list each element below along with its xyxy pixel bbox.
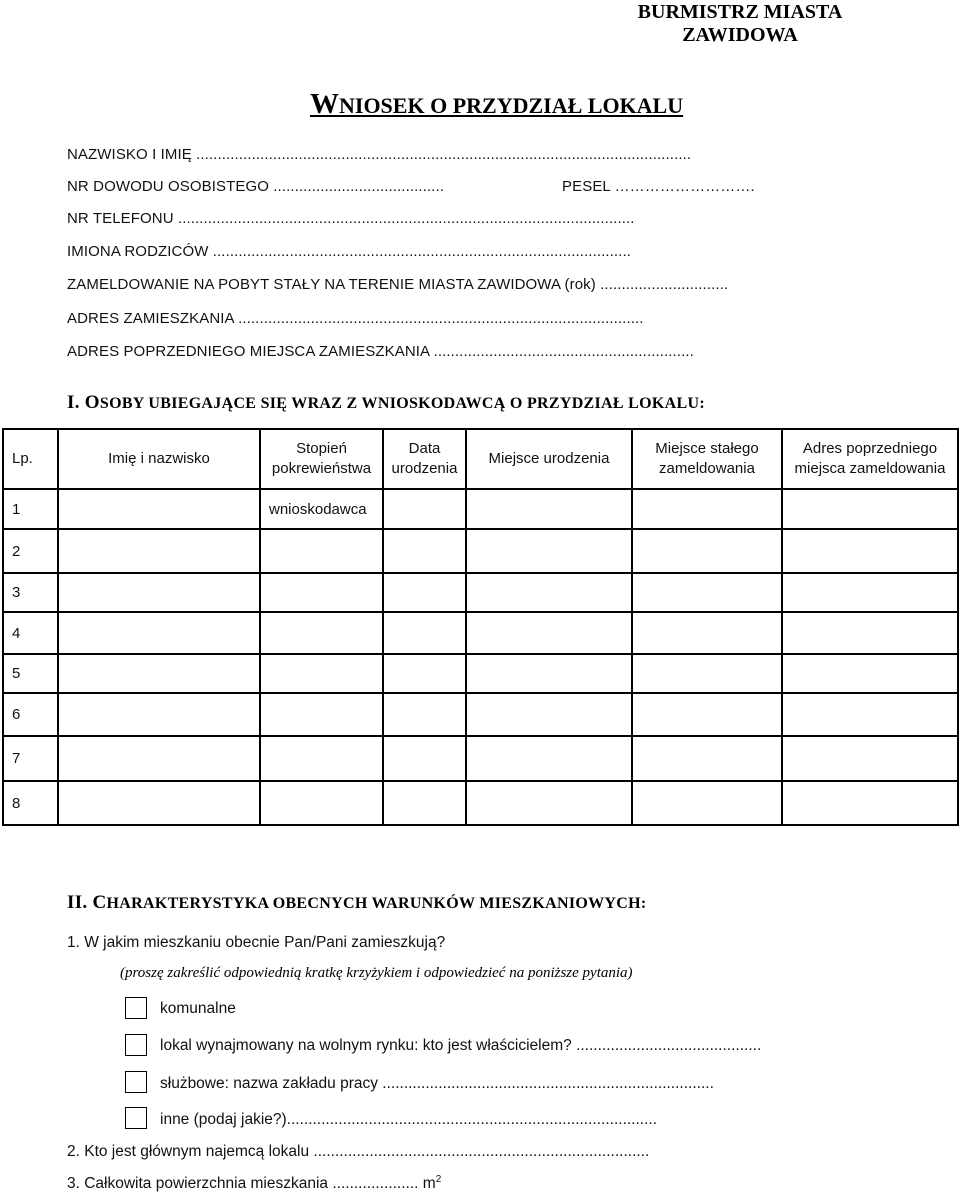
option-municipal: komunalne (160, 1000, 236, 1017)
cell-permanent-residence[interactable] (632, 529, 782, 573)
cell-permanent-residence[interactable] (632, 489, 782, 529)
cell-birth-date[interactable] (383, 693, 466, 736)
header-permanent-residence (632, 429, 782, 489)
table-row (3, 612, 958, 654)
cell-previous-address[interactable] (782, 573, 958, 612)
cell-birthplace[interactable] (466, 736, 632, 781)
table-row (3, 736, 958, 781)
row-lp: 8 (3, 781, 58, 825)
row-lp: 2 (3, 529, 58, 573)
field-id-document[interactable]: NR DOWODU OSOBISTEGO ........................................ (67, 178, 444, 195)
cell-kinship[interactable] (260, 736, 383, 781)
cell-birthplace[interactable] (466, 654, 632, 693)
header-birth-l1: Data (408, 440, 441, 457)
cell-previous-address[interactable] (782, 693, 958, 736)
checkbox-service[interactable] (125, 1071, 147, 1093)
section-1-heading (67, 392, 705, 414)
checkbox-municipal[interactable] (125, 997, 147, 1019)
instruction-note: (proszę zakreślić odpowiednią kratkę krzyżykiem i odpowiedzieć na poniższe pytania) (120, 965, 633, 981)
household-members-table (2, 428, 959, 826)
cell-name[interactable] (58, 736, 260, 781)
header-prev-l2: miejsca zameldowania (794, 460, 946, 477)
header-name: Imię i nazwisko (58, 429, 260, 489)
header-birth-l2: urodzenia (391, 460, 458, 477)
cell-previous-address[interactable] (782, 781, 958, 825)
header-prev-l1: Adres poprzedniego (802, 440, 938, 457)
cell-birth-date[interactable] (383, 529, 466, 573)
table-row (3, 529, 958, 573)
addressee-line-2: ZAWIDOWA (682, 24, 798, 46)
cell-previous-address[interactable] (782, 612, 958, 654)
cell-birthplace[interactable] (466, 489, 632, 529)
row-lp: 7 (3, 736, 58, 781)
cell-previous-address[interactable] (782, 736, 958, 781)
header-kinship-l1: Stopień (296, 440, 347, 457)
row-lp: 4 (3, 612, 58, 654)
cell-permanent-residence[interactable] (632, 693, 782, 736)
header-previous-address (782, 429, 958, 489)
cell-previous-address[interactable] (782, 529, 958, 573)
table-row (3, 654, 958, 693)
question-1: 1. W jakim mieszkaniu obecnie Pan/Pani zamieszkują? (67, 934, 446, 951)
cell-kinship[interactable] (260, 612, 383, 654)
cell-name[interactable] (58, 489, 260, 529)
section-1-number: I. (67, 392, 85, 413)
cell-name[interactable] (58, 781, 260, 825)
header-perm-l1: Miejsce stałego (655, 440, 759, 457)
cell-permanent-residence[interactable] (632, 736, 782, 781)
option-other[interactable]: inne (podaj jakie?)...................................................................................... (160, 1111, 658, 1128)
cell-birth-date[interactable] (383, 781, 466, 825)
cell-kinship[interactable] (260, 529, 383, 573)
cell-birthplace[interactable] (466, 573, 632, 612)
section-2-rest: HARAKTERYSTYKA OBECNYCH WARUNKÓW MIESZKANIOWYCH: (106, 895, 647, 912)
cell-kinship[interactable] (260, 781, 383, 825)
checkbox-rented[interactable] (125, 1034, 147, 1056)
table-header-row (3, 429, 958, 489)
header-kinship-l2: pokrewieństwa (271, 460, 372, 477)
cell-birthplace[interactable] (466, 693, 632, 736)
cell-previous-address[interactable] (782, 654, 958, 693)
cell-kinship[interactable] (260, 573, 383, 612)
header-perm-l2: zameldowania (659, 460, 755, 477)
row-lp: 5 (3, 654, 58, 693)
addressee-line-1: BURMISTRZ MIASTA (637, 1, 843, 23)
field-pesel[interactable]: PESEL ………………………. (562, 178, 755, 195)
field-previous-address[interactable]: ADRES POPRZEDNIEGO MIEJSCA ZAMIESZKANIA ............................................................. (67, 343, 694, 360)
field-residence-year[interactable]: ZAMELDOWANIE NA POBYT STAŁY NA TERENIE MIASTA ZAWIDOWA (rok) .............................. (67, 276, 729, 293)
field-parents[interactable]: IMIONA RODZICÓW .................................................................................................. (67, 243, 631, 260)
option-rented[interactable]: lokal wynajmowany na wolnym rynku: kto jest właścicielem? ........................................... (160, 1037, 762, 1054)
row-lp: 1 (3, 489, 58, 529)
header-lp: Lp. (3, 429, 58, 489)
cell-name[interactable] (58, 573, 260, 612)
cell-birthplace[interactable] (466, 612, 632, 654)
title-initial: W (310, 88, 339, 120)
header-kinship (260, 429, 383, 489)
header-birth-date (383, 429, 466, 489)
cell-birth-date[interactable] (383, 489, 466, 529)
title-rest: NIOSEK O PRZYDZIAŁ LOKALU (339, 93, 684, 118)
cell-birth-date[interactable] (383, 612, 466, 654)
cell-birthplace[interactable] (466, 781, 632, 825)
header-birthplace: Miejsce urodzenia (466, 429, 632, 489)
cell-permanent-residence[interactable] (632, 781, 782, 825)
section-2-initial: C (92, 892, 107, 913)
question-3-text: 3. Całkowita powierzchnia mieszkania .................... m (67, 1175, 436, 1193)
cell-kinship[interactable] (260, 693, 383, 736)
cell-previous-address[interactable] (782, 489, 958, 529)
row-lp: 6 (3, 693, 58, 736)
option-service[interactable]: służbowe: nazwa zakładu pracy ............................................................................. (160, 1075, 714, 1092)
question-3[interactable] (67, 1174, 441, 1193)
table-row (3, 781, 958, 825)
field-phone[interactable]: NR TELEFONU ........................................................................................................... (67, 210, 635, 227)
cell-birth-date[interactable] (383, 573, 466, 612)
cell-name[interactable] (58, 654, 260, 693)
question-2[interactable]: 2. Kto jest głównym najemcą lokalu .............................................................................. (67, 1143, 650, 1160)
cell-name[interactable] (58, 612, 260, 654)
cell-kinship[interactable]: wnioskodawca (260, 489, 383, 529)
cell-name[interactable] (58, 529, 260, 573)
cell-birth-date[interactable] (383, 736, 466, 781)
checkbox-other[interactable] (125, 1107, 147, 1129)
section-1-rest: SOBY UBIEGAJĄCE SIĘ WRAZ Z WNIOSKODAWCĄ O PRZYDZIAŁ LOKALU: (99, 395, 705, 412)
cell-kinship[interactable] (260, 654, 383, 693)
field-address[interactable]: ADRES ZAMIESZKANIA ............................................................................................... (67, 310, 644, 327)
section-2-number: II. (67, 892, 93, 913)
cell-permanent-residence[interactable] (632, 612, 782, 654)
section-1-initial: O (84, 392, 100, 413)
cell-birth-date[interactable] (383, 654, 466, 693)
cell-permanent-residence[interactable] (632, 573, 782, 612)
row-lp: 3 (3, 573, 58, 612)
section-2-heading (67, 892, 647, 914)
field-name[interactable]: NAZWISKO I IMIĘ .................................................................................................................... (67, 146, 692, 163)
table-row (3, 573, 958, 612)
cell-permanent-residence[interactable] (632, 654, 782, 693)
cell-birthplace[interactable] (466, 529, 632, 573)
form-title (310, 88, 683, 121)
question-3-superscript: 2 (435, 1174, 442, 1185)
cell-name[interactable] (58, 693, 260, 736)
table-row (3, 693, 958, 736)
table-row (3, 489, 958, 529)
